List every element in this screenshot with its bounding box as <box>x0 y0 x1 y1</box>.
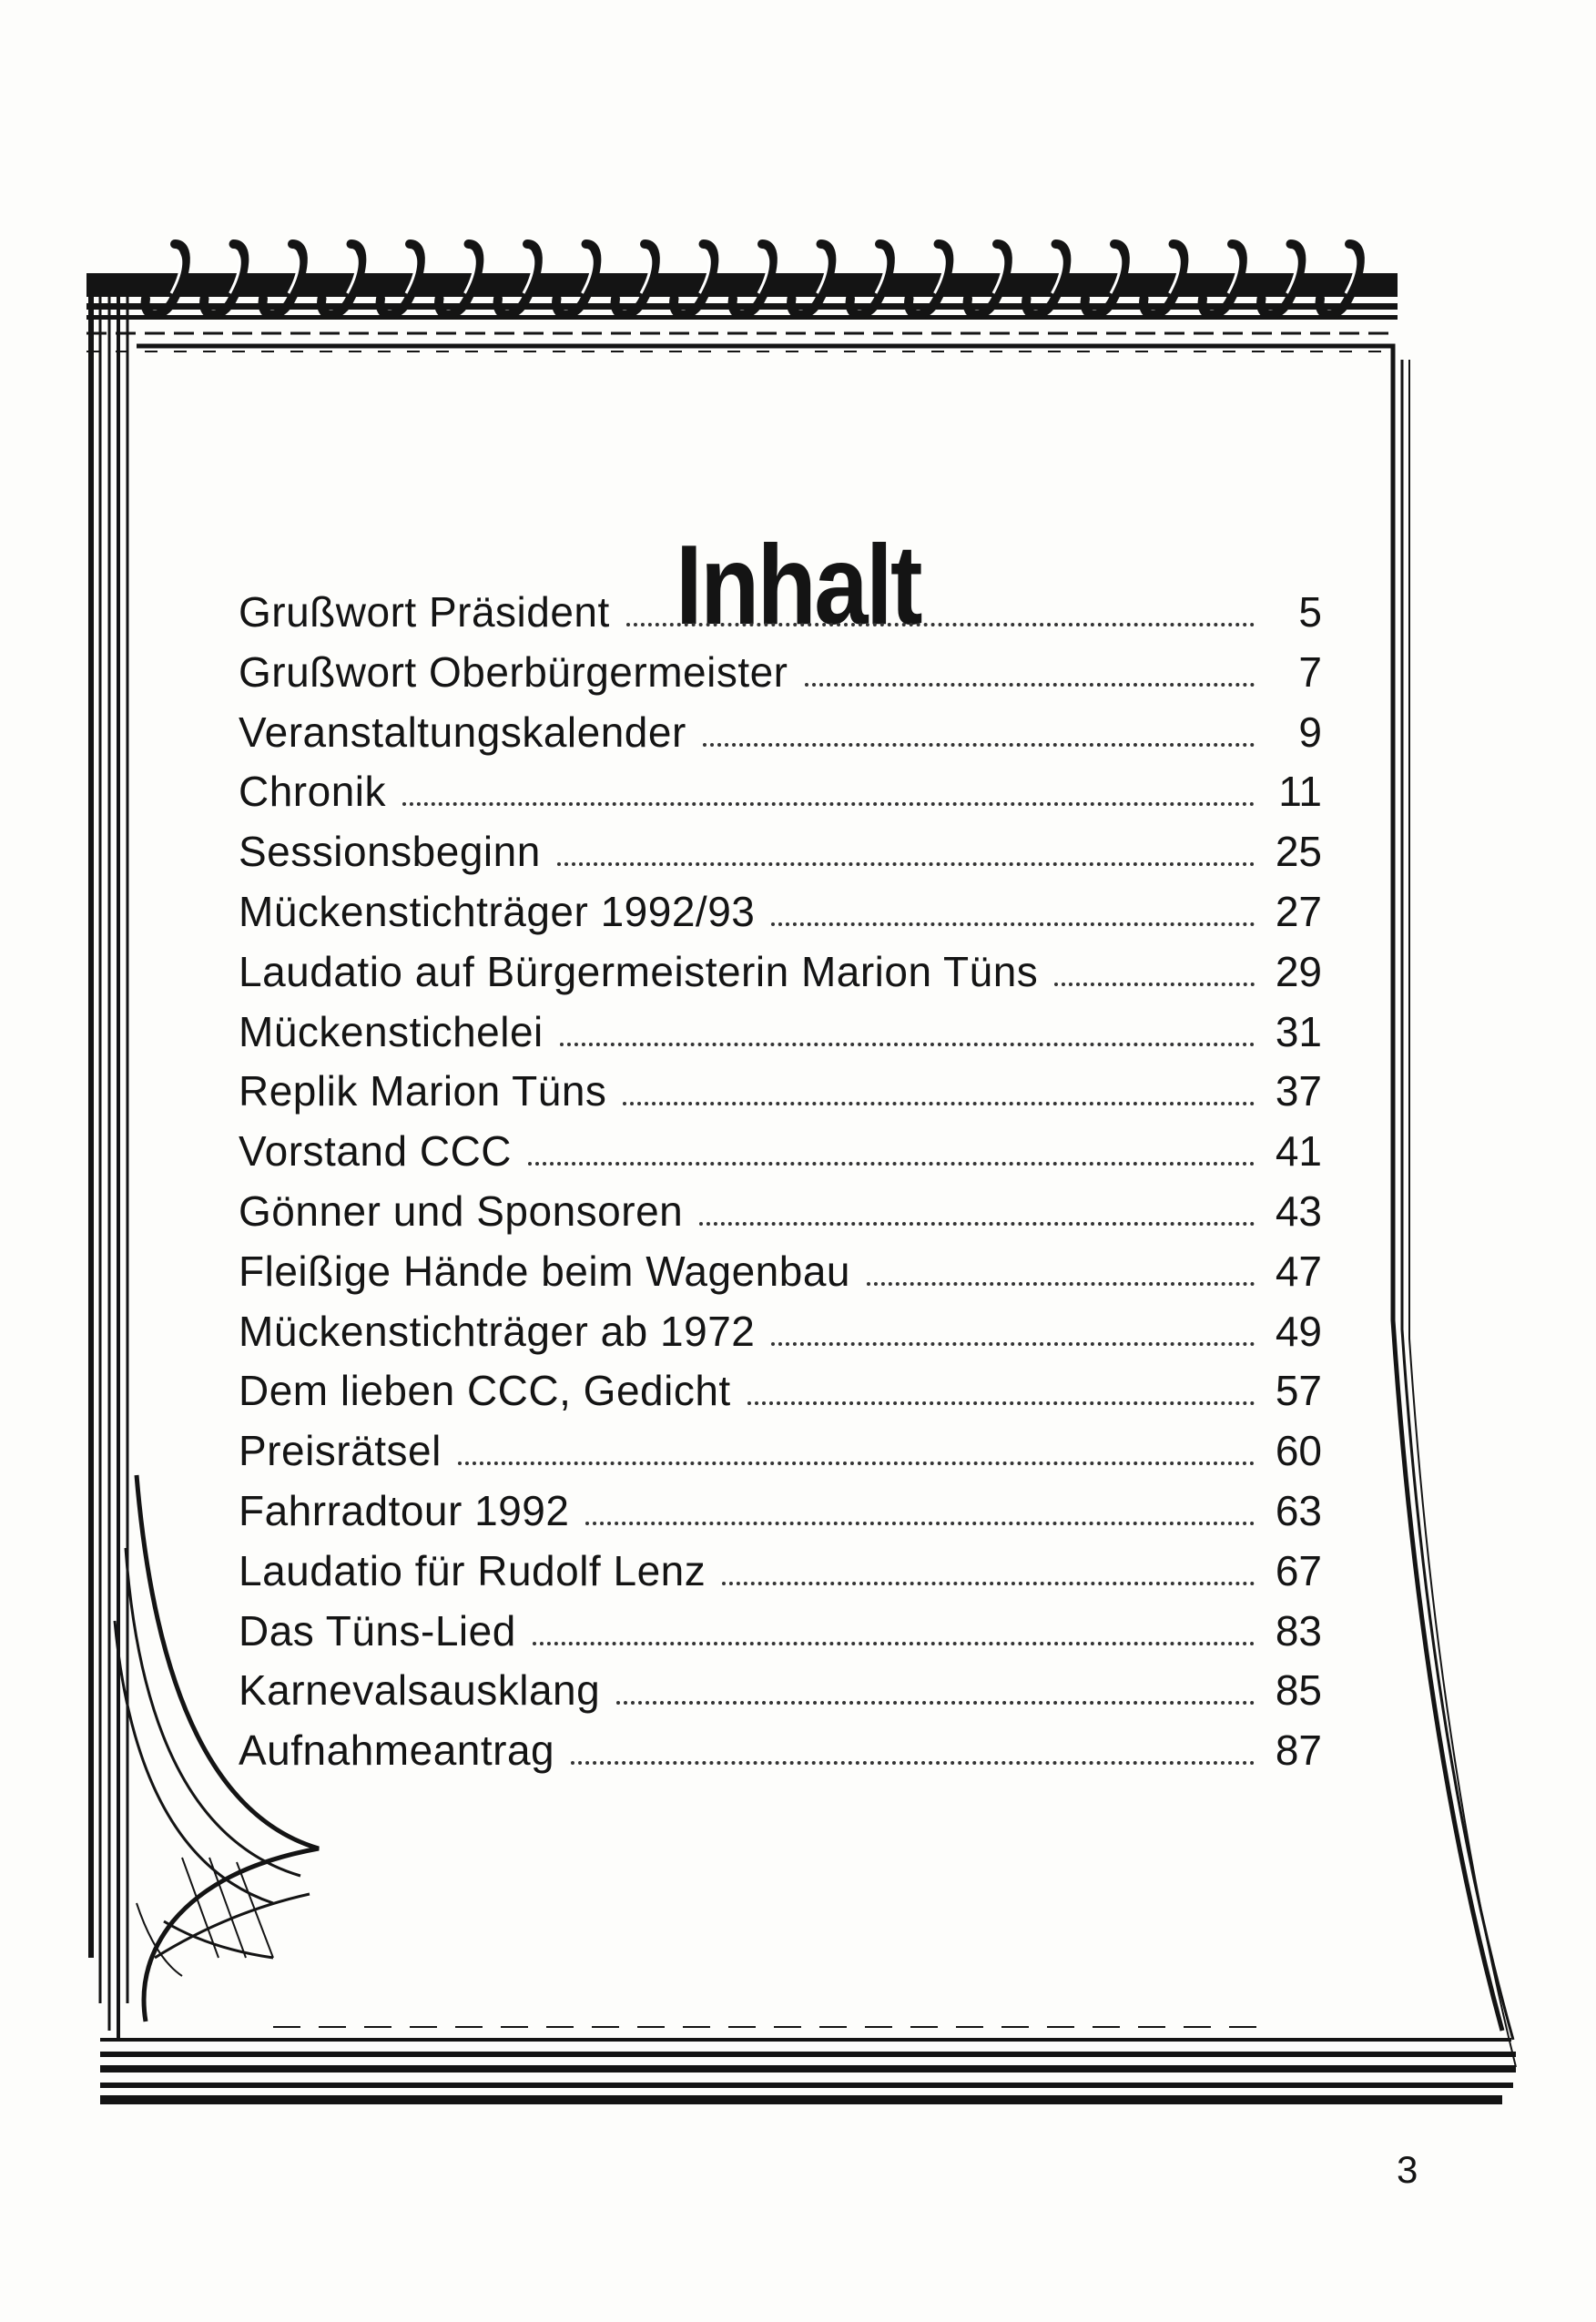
toc-entry-title: Laudatio auf Bürgermeisterin Marion Tüns <box>239 947 1039 995</box>
toc-entry-title: Fahrradtour 1992 <box>239 1486 570 1534</box>
toc-entry <box>239 1122 1322 1182</box>
toc-entry <box>239 882 1322 942</box>
toc-entry-page: 7 <box>1298 647 1322 696</box>
toc-dot-leader <box>722 1582 1255 1585</box>
toc-entry-title: Vorstand CCC <box>239 1127 513 1176</box>
toc-entry-page: 11 <box>1278 768 1322 816</box>
toc-entry-title: Aufnahmeantrag <box>239 1726 555 1775</box>
toc-entry <box>239 1242 1322 1302</box>
toc-entry <box>239 1721 1322 1781</box>
toc-dot-leader <box>771 922 1255 926</box>
toc-entry-title: Grußwort Präsident <box>239 588 610 636</box>
toc-dot-leader <box>557 862 1255 866</box>
toc-dot-leader <box>402 802 1255 806</box>
toc-entry <box>239 822 1322 882</box>
toc-entry-page: 29 <box>1275 947 1322 995</box>
toc-entry-page: 43 <box>1275 1186 1322 1235</box>
toc-entry-title: Karnevalsausklang <box>239 1666 601 1715</box>
toc-entry <box>239 1421 1322 1482</box>
toc-entry-title: Preisrätsel <box>239 1427 442 1475</box>
toc-entry-title: Laudatio für Rudolf Lenz <box>239 1546 707 1594</box>
toc-entry <box>239 643 1322 703</box>
toc-entry-title: Fleißige Hände beim Wagenbau <box>239 1247 850 1295</box>
toc-entry-page: 25 <box>1275 828 1322 876</box>
toc-entry-page: 31 <box>1275 1007 1322 1055</box>
toc-entry-title: Veranstaltungskalender <box>239 708 686 756</box>
toc-entry-title: Mückenstichelei <box>239 1007 544 1055</box>
toc-dot-leader <box>571 1761 1255 1765</box>
toc-dot-leader <box>585 1522 1255 1525</box>
toc-entry-page: 63 <box>1275 1486 1322 1534</box>
toc-dot-leader <box>747 1401 1255 1405</box>
page-number: 3 <box>1397 2148 1418 2191</box>
toc-entry-page: 9 <box>1298 708 1322 756</box>
toc-dot-leader <box>616 1701 1255 1705</box>
table-of-contents <box>239 583 1322 1781</box>
toc-entry-page: 37 <box>1275 1067 1322 1115</box>
toc-entry <box>239 1482 1322 1542</box>
toc-dot-leader <box>458 1461 1255 1465</box>
toc-entry <box>239 1361 1322 1421</box>
toc-entry <box>239 1062 1322 1122</box>
toc-entry-page: 5 <box>1298 588 1322 636</box>
toc-dot-leader <box>771 1342 1255 1346</box>
toc-dot-leader <box>1054 983 1255 986</box>
toc-dot-leader <box>703 743 1255 747</box>
toc-entry <box>239 1182 1322 1242</box>
toc-entry <box>239 762 1322 822</box>
toc-dot-leader <box>623 1102 1255 1105</box>
toc-entry-page: 87 <box>1275 1726 1322 1775</box>
toc-entry-page: 57 <box>1275 1367 1322 1415</box>
toc-entry-title: Grußwort Oberbürgermeister <box>239 647 788 696</box>
toc-entry-title: Replik Marion Tüns <box>239 1067 607 1115</box>
toc-entry <box>239 703 1322 763</box>
toc-entry-page: 27 <box>1275 887 1322 935</box>
toc-dot-leader <box>528 1162 1255 1166</box>
toc-dot-leader <box>805 683 1255 687</box>
toc-entry <box>239 1661 1322 1721</box>
toc-entry-page: 49 <box>1275 1307 1322 1355</box>
toc-dot-leader <box>699 1222 1255 1226</box>
toc-entry-page: 60 <box>1275 1427 1322 1475</box>
toc-entry-title: Sessionsbeginn <box>239 828 541 876</box>
toc-entry <box>239 1302 1322 1362</box>
toc-entry <box>239 942 1322 1003</box>
toc-dot-leader <box>867 1282 1255 1286</box>
notepad-bottom-edge <box>100 2027 1516 2100</box>
toc-entry <box>239 1602 1322 1662</box>
toc-entry-title: Dem lieben CCC, Gedicht <box>239 1367 731 1415</box>
toc-entry-page: 67 <box>1275 1546 1322 1594</box>
toc-entry-title: Chronik <box>239 768 387 816</box>
toc-entry-page: 83 <box>1275 1606 1322 1655</box>
toc-entry <box>239 1542 1322 1602</box>
page-title: Inhalt <box>676 523 920 649</box>
toc-entry-page: 85 <box>1275 1666 1322 1715</box>
toc-entry <box>239 583 1322 643</box>
toc-entry-title: Das Tüns-Lied <box>239 1606 516 1655</box>
toc-entry-title: Gönner und Sponsoren <box>239 1186 684 1235</box>
toc-entry-page: 41 <box>1275 1127 1322 1176</box>
toc-entry <box>239 1003 1322 1063</box>
toc-entry-page: 47 <box>1275 1247 1322 1295</box>
toc-dot-leader <box>560 1043 1255 1046</box>
toc-dot-leader <box>626 623 1255 626</box>
toc-entry-title: Mückenstichträger 1992/93 <box>239 887 756 935</box>
toc-dot-leader <box>533 1642 1255 1645</box>
toc-entry-title: Mückenstichträger ab 1972 <box>239 1307 756 1355</box>
